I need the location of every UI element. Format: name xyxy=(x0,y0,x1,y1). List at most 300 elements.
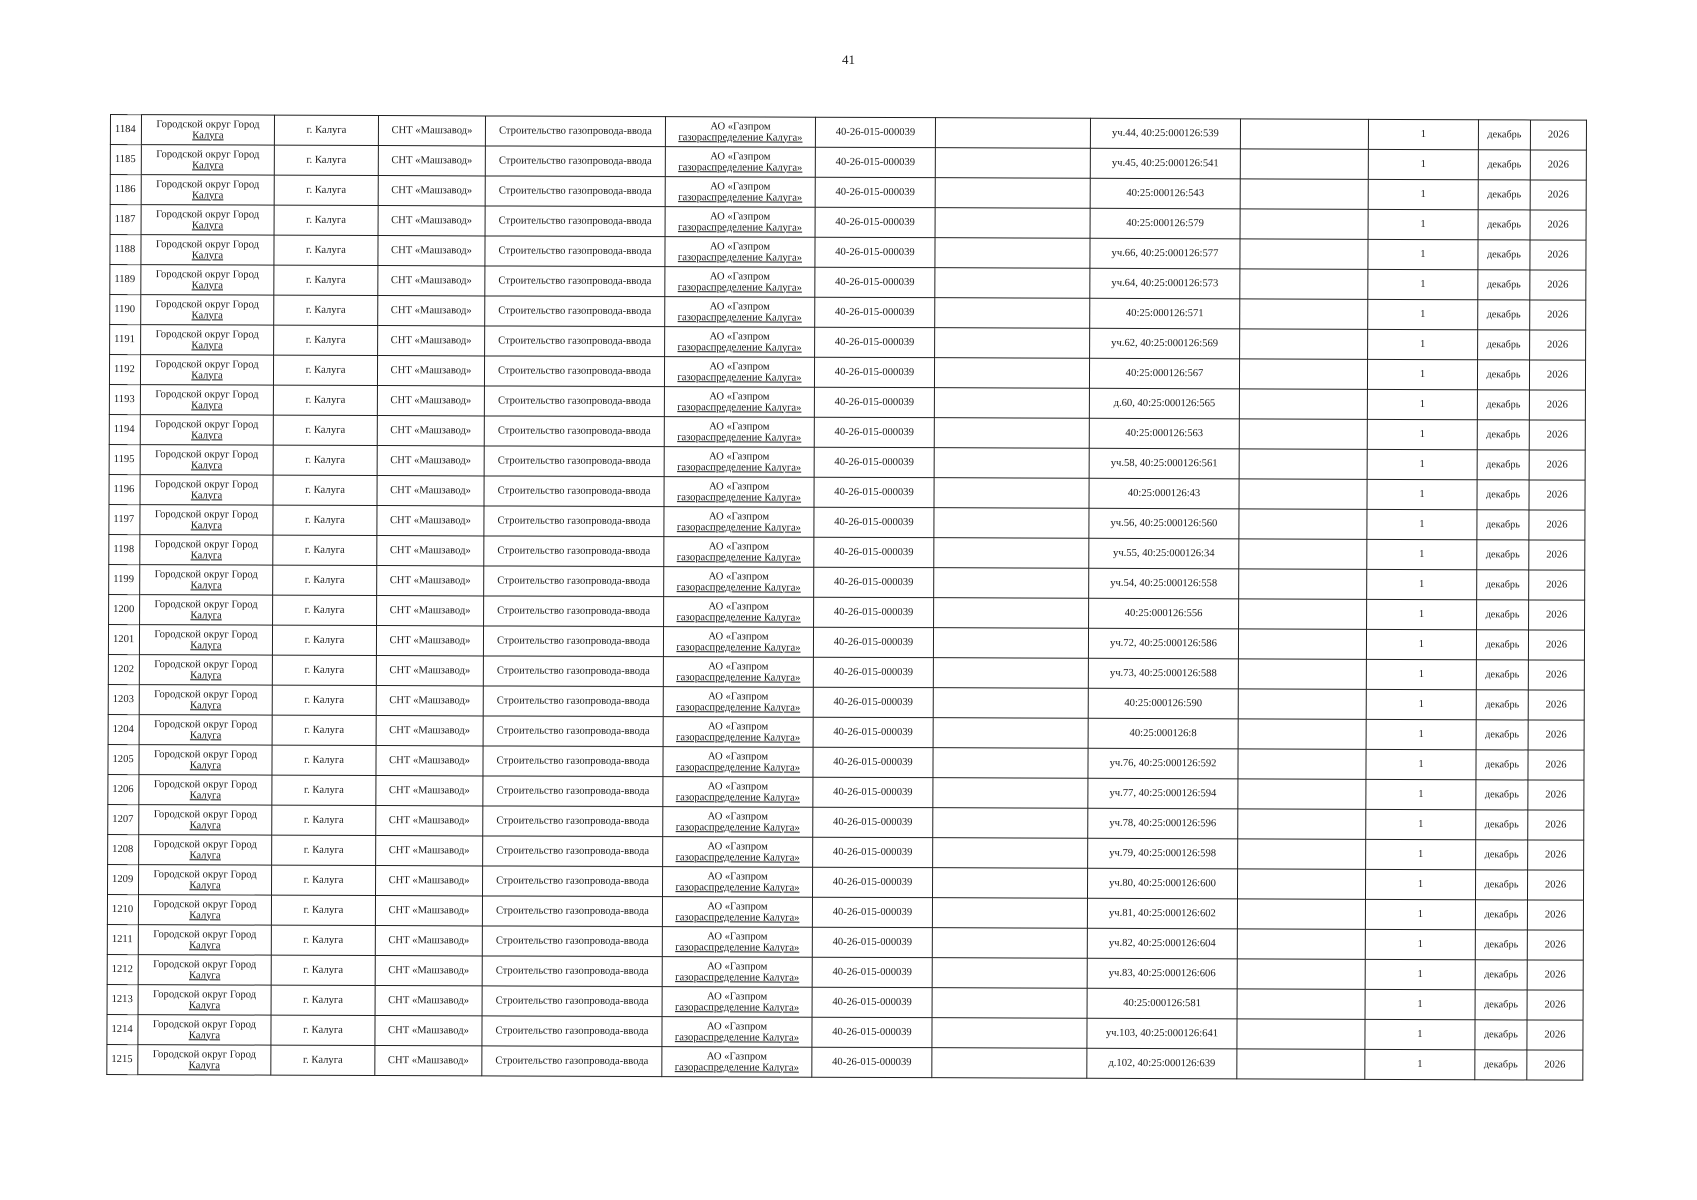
work-cell: Строительство газопровода-ввода xyxy=(482,896,662,927)
owner-line1: АО «Газпром xyxy=(708,510,770,523)
month-cell: декабрь xyxy=(1476,780,1528,810)
snt-cell: СНТ «Машзавод» xyxy=(375,926,482,956)
work-cell: Строительство газопровода-ввода xyxy=(482,926,662,957)
month-cell: декабрь xyxy=(1477,390,1529,420)
district-line1: Городской округ Город xyxy=(153,748,258,761)
quantity-cell: 1 xyxy=(1366,689,1476,719)
city-cell: г. Калуга xyxy=(271,1045,375,1075)
owner-line2: газораспределение Калуга» xyxy=(676,521,802,534)
owner-line2: газораспределение Калуга» xyxy=(675,851,800,864)
district-line2: Калуга xyxy=(189,729,222,741)
year-cell: 2026 xyxy=(1529,480,1585,510)
owner-line1: АО «Газпром xyxy=(710,120,771,133)
snt-cell: СНТ «Машзавод» xyxy=(376,866,483,896)
owner-line1: АО «Газпром xyxy=(709,210,771,223)
row-number: 1207 xyxy=(108,804,139,834)
month-cell: декабрь xyxy=(1475,1020,1527,1050)
district-cell xyxy=(138,1045,271,1076)
city-cell: г. Калуга xyxy=(272,625,376,655)
district-line2: Калуга xyxy=(188,1029,221,1041)
code-cell: 40-26-015-000039 xyxy=(815,117,935,147)
owner-cell xyxy=(664,357,814,388)
year-cell: 2026 xyxy=(1530,330,1586,360)
empty-cell xyxy=(1240,329,1368,359)
owner-cell xyxy=(662,1047,812,1078)
empty-cell xyxy=(934,388,1089,419)
year-cell: 2026 xyxy=(1527,1050,1583,1080)
owner-cell xyxy=(664,387,814,418)
work-cell: Строительство газопровода-ввода xyxy=(485,146,665,177)
code-cell: 40-26-015-000039 xyxy=(814,567,934,597)
month-cell: декабрь xyxy=(1478,240,1530,270)
empty-cell xyxy=(1237,899,1365,929)
empty-cell xyxy=(1240,119,1368,149)
row-number: 1210 xyxy=(107,894,138,924)
month-cell: декабрь xyxy=(1475,990,1527,1020)
month-cell: декабрь xyxy=(1476,630,1528,660)
empty-cell xyxy=(932,1048,1087,1079)
district-cell xyxy=(141,175,274,206)
snt-cell: СНТ «Машзавод» xyxy=(378,146,485,176)
district-line1: Городской округ Город xyxy=(154,718,258,731)
parcel-cell: уч.64, 40:25:000126:573 xyxy=(1090,268,1240,299)
district-cell xyxy=(140,505,273,536)
quantity-cell: 1 xyxy=(1367,539,1477,569)
owner-cell xyxy=(663,807,813,838)
owner-line1: АО «Газпром xyxy=(708,630,769,643)
empty-cell xyxy=(1238,689,1366,719)
empty-cell xyxy=(934,508,1089,539)
parcel-cell: уч.81, 40:25:000126:602 xyxy=(1087,898,1237,929)
empty-cell xyxy=(934,568,1089,599)
empty-cell xyxy=(935,268,1090,299)
owner-line1: АО «Газпром xyxy=(706,990,768,1003)
city-cell: г. Калуга xyxy=(272,835,376,865)
month-cell: декабрь xyxy=(1475,1050,1527,1080)
month-cell: декабрь xyxy=(1476,660,1528,690)
quantity-cell: 1 xyxy=(1365,1049,1475,1079)
work-cell: Строительство газопровода-ввода xyxy=(484,596,664,627)
row-number: 1199 xyxy=(109,564,140,594)
code-cell: 40-26-015-000039 xyxy=(814,447,934,477)
empty-cell xyxy=(935,328,1090,359)
district-cell xyxy=(141,325,274,356)
work-cell: Строительство газопровода-ввода xyxy=(483,686,663,717)
row-number: 1196 xyxy=(109,474,140,504)
district-line1: Городской округ Город xyxy=(153,868,257,881)
year-cell: 2026 xyxy=(1529,570,1585,600)
owner-cell xyxy=(665,267,815,298)
year-cell: 2026 xyxy=(1530,240,1586,270)
row-number: 1201 xyxy=(108,624,139,654)
parcel-cell: 40:25:000126:43 xyxy=(1089,478,1239,509)
month-cell: декабрь xyxy=(1478,120,1530,150)
district-cell xyxy=(138,925,271,956)
city-cell: г. Калуга xyxy=(273,355,377,385)
district-line1: Городской округ Город xyxy=(155,358,259,371)
empty-cell xyxy=(934,418,1089,449)
parcel-cell: 40:25:000126:556 xyxy=(1089,598,1239,629)
work-cell: Строительство газопровода-ввода xyxy=(484,356,664,387)
owner-line2: газораспределение Калуга» xyxy=(678,131,803,144)
snt-cell: СНТ «Машзавод» xyxy=(378,236,485,266)
empty-cell xyxy=(1240,209,1368,239)
empty-cell xyxy=(932,868,1087,899)
district-line1: Городской округ Город xyxy=(153,778,258,791)
code-cell: 40-26-015-000039 xyxy=(813,657,933,687)
empty-cell xyxy=(934,538,1089,569)
empty-cell xyxy=(935,208,1090,239)
owner-cell xyxy=(665,297,815,328)
owner-line2: газораспределение Калуга» xyxy=(676,611,801,624)
empty-cell xyxy=(1238,659,1366,689)
owner-line2: газораспределение Калуга» xyxy=(676,731,801,744)
year-cell: 2026 xyxy=(1529,600,1585,630)
owner-cell xyxy=(662,897,812,928)
city-cell: г. Калуга xyxy=(273,445,377,475)
code-cell: 40-26-015-000039 xyxy=(812,987,932,1017)
owner-line2: газораспределение Калуга» xyxy=(674,1061,799,1074)
month-cell: декабрь xyxy=(1476,840,1528,870)
parcel-cell: уч.44, 40:25:000126:539 xyxy=(1090,118,1240,149)
parcel-cell: 40:25:000126:563 xyxy=(1089,418,1239,449)
owner-line1: АО «Газпром xyxy=(706,1020,768,1033)
owner-cell xyxy=(665,237,815,268)
parcel-cell: уч.66, 40:25:000126:577 xyxy=(1090,238,1240,269)
district-line1: Городской округ Город xyxy=(154,688,258,701)
owner-line1: АО «Газпром xyxy=(709,360,770,373)
city-cell: г. Калуга xyxy=(274,295,378,325)
month-cell: декабрь xyxy=(1478,300,1530,330)
month-cell: декабрь xyxy=(1477,420,1529,450)
snt-cell: СНТ «Машзавод» xyxy=(376,776,483,806)
code-cell: 40-26-015-000039 xyxy=(813,837,933,867)
empty-cell xyxy=(1239,599,1367,629)
month-cell: декабрь xyxy=(1475,870,1527,900)
month-cell: декабрь xyxy=(1478,150,1530,180)
parcel-cell: уч.76, 40:25:000126:592 xyxy=(1088,748,1238,779)
year-cell: 2026 xyxy=(1529,360,1585,390)
district-line2: Калуга xyxy=(191,339,223,351)
district-line2: Калуга xyxy=(191,189,224,201)
parcel-cell: уч.79, 40:25:000126:598 xyxy=(1088,838,1238,869)
work-cell: Строительство газопровода-ввода xyxy=(485,326,665,357)
owner-line2: газораспределение Калуга» xyxy=(674,1031,800,1044)
work-cell: Строительство газопровода-ввода xyxy=(483,776,663,807)
document-table-wrapper xyxy=(106,114,1587,1081)
quantity-cell: 1 xyxy=(1365,899,1475,929)
owner-line2: газораспределение Калуга» xyxy=(678,161,803,174)
work-cell: Строительство газопровода-ввода xyxy=(482,1016,662,1047)
quantity-cell: 1 xyxy=(1367,509,1477,539)
month-cell: декабрь xyxy=(1476,720,1528,750)
parcel-cell: уч.77, 40:25:000126:594 xyxy=(1088,778,1238,809)
month-cell: декабрь xyxy=(1477,600,1529,630)
year-cell: 2026 xyxy=(1528,690,1584,720)
district-line2: Калуга xyxy=(192,129,224,141)
district-line2: Калуга xyxy=(189,909,221,921)
row-number: 1189 xyxy=(110,265,141,295)
code-cell: 40-26-015-000039 xyxy=(812,957,932,987)
code-cell: 40-26-015-000039 xyxy=(813,717,933,747)
quantity-cell: 1 xyxy=(1366,749,1476,779)
row-number: 1215 xyxy=(107,1044,138,1074)
owner-line1: АО «Газпром xyxy=(710,150,771,163)
work-cell: Строительство газопровода-ввода xyxy=(483,746,663,777)
empty-cell xyxy=(933,658,1088,689)
quantity-cell: 1 xyxy=(1368,299,1478,329)
parcel-cell: уч.55, 40:25:000126:34 xyxy=(1089,538,1239,569)
owner-cell xyxy=(663,777,813,808)
district-line2: Калуга xyxy=(190,579,222,591)
month-cell: декабрь xyxy=(1475,930,1527,960)
code-cell: 40-26-015-000039 xyxy=(813,747,933,777)
empty-cell xyxy=(935,238,1090,269)
owner-line2: газораспределение Калуга» xyxy=(675,911,800,924)
district-cell xyxy=(141,295,274,326)
work-cell: Строительство газопровода-ввода xyxy=(483,866,663,897)
district-line1: Городской округ Город xyxy=(155,238,260,251)
work-cell: Строительство газопровода-ввода xyxy=(484,416,664,447)
snt-cell: СНТ «Машзавод» xyxy=(378,296,485,326)
district-line1: Городской округ Город xyxy=(154,658,258,671)
row-number: 1187 xyxy=(110,205,141,235)
district-line1: Городской округ Город xyxy=(154,628,258,641)
code-cell: 40-26-015-000039 xyxy=(815,147,935,177)
owner-cell xyxy=(663,657,813,688)
parcel-cell: 40:25:000126:581 xyxy=(1087,988,1237,1019)
parcel-cell: уч.58, 40:25:000126:561 xyxy=(1089,448,1239,479)
code-cell: 40-26-015-000039 xyxy=(814,507,934,537)
district-cell xyxy=(139,745,272,776)
city-cell: г. Калуга xyxy=(274,325,378,355)
snt-cell: СНТ «Машзавод» xyxy=(376,626,483,656)
snt-cell: СНТ «Машзавод» xyxy=(378,206,485,236)
row-number: 1186 xyxy=(110,175,141,205)
code-cell: 40-26-015-000039 xyxy=(813,687,933,717)
row-number: 1192 xyxy=(109,355,140,385)
month-cell: декабрь xyxy=(1477,510,1529,540)
district-cell xyxy=(138,895,271,926)
empty-cell xyxy=(1238,629,1366,659)
district-line2: Калуга xyxy=(190,549,222,561)
empty-cell xyxy=(1240,149,1368,179)
owner-line2: газораспределение Калуга» xyxy=(677,401,802,414)
owner-line2: газораспределение Калуга» xyxy=(677,341,802,354)
year-cell: 2026 xyxy=(1530,270,1586,300)
empty-cell xyxy=(1238,719,1366,749)
empty-cell xyxy=(1239,449,1367,479)
work-cell: Строительство газопровода-ввода xyxy=(484,566,664,597)
snt-cell: СНТ «Машзавод» xyxy=(377,596,484,626)
work-cell: Строительство газопровода-ввода xyxy=(484,446,664,477)
quantity-cell: 1 xyxy=(1366,809,1476,839)
district-line1: Городской округ Город xyxy=(153,958,257,971)
quantity-cell: 1 xyxy=(1368,269,1478,299)
code-cell: 40-26-015-000039 xyxy=(812,1017,932,1047)
empty-cell xyxy=(1237,1049,1365,1079)
owner-cell xyxy=(664,567,814,598)
work-cell: Строительство газопровода-ввода xyxy=(484,476,664,507)
code-cell: 40-26-015-000039 xyxy=(815,177,935,207)
month-cell: декабрь xyxy=(1478,180,1530,210)
owner-line1: АО «Газпром xyxy=(707,960,768,973)
year-cell: 2026 xyxy=(1530,210,1586,240)
year-cell: 2026 xyxy=(1530,150,1586,180)
row-number: 1202 xyxy=(108,654,139,684)
district-cell xyxy=(140,355,273,386)
district-cell xyxy=(138,1015,271,1046)
quantity-cell: 1 xyxy=(1365,959,1475,989)
parcel-cell: 40:25:000126:590 xyxy=(1088,688,1238,719)
district-line1: Городской округ Город xyxy=(152,1048,256,1061)
city-cell: г. Калуга xyxy=(271,925,375,955)
district-line1: Городской округ Город xyxy=(155,298,259,311)
parcel-cell: уч.62, 40:25:000126:569 xyxy=(1090,328,1240,359)
owner-cell xyxy=(662,1017,812,1048)
empty-cell xyxy=(1237,959,1365,989)
owner-line2: газораспределение Калуга» xyxy=(677,461,802,474)
district-line1: Городской округ Город xyxy=(155,328,259,341)
empty-cell xyxy=(933,748,1088,779)
parcel-cell: уч.73, 40:25:000126:588 xyxy=(1088,658,1238,689)
city-cell: г. Калуга xyxy=(273,505,377,535)
district-line2: Калуга xyxy=(190,669,222,681)
snt-cell: СНТ «Машзавод» xyxy=(375,1046,482,1076)
parcel-cell: уч.82, 40:25:000126:604 xyxy=(1087,928,1237,959)
district-line1: Городской округ Город xyxy=(155,388,259,401)
empty-cell xyxy=(935,118,1090,149)
district-line2: Калуга xyxy=(191,399,223,411)
empty-cell xyxy=(1240,239,1368,269)
city-cell: г. Калуга xyxy=(272,655,376,685)
month-cell: декабрь xyxy=(1478,270,1530,300)
owner-line1: АО «Газпром xyxy=(707,870,768,883)
district-line1: Городской округ Город xyxy=(152,1018,257,1031)
district-cell xyxy=(140,535,273,566)
quantity-cell: 1 xyxy=(1365,1019,1475,1049)
quantity-cell: 1 xyxy=(1366,659,1476,689)
year-cell: 2026 xyxy=(1529,540,1585,570)
empty-cell xyxy=(933,838,1088,869)
owner-line1: АО «Газпром xyxy=(708,660,769,673)
owner-line2: газораспределение Калуга» xyxy=(678,191,803,204)
empty-cell xyxy=(932,928,1087,959)
owner-line1: АО «Газпром xyxy=(707,810,768,823)
works-table xyxy=(106,114,1587,1081)
code-cell: 40-26-015-000039 xyxy=(813,807,933,837)
year-cell: 2026 xyxy=(1529,390,1585,420)
code-cell: 40-26-015-000039 xyxy=(812,867,932,897)
district-line2: Калуга xyxy=(189,759,222,771)
empty-cell xyxy=(1239,569,1367,599)
empty-cell xyxy=(935,298,1090,329)
parcel-cell: 40:25:000126:8 xyxy=(1088,718,1238,749)
district-line1: Городской округ Город xyxy=(155,268,259,281)
owner-cell xyxy=(663,687,813,718)
owner-cell xyxy=(664,537,814,568)
district-cell xyxy=(141,265,274,296)
table-row xyxy=(107,1044,1583,1080)
year-cell: 2026 xyxy=(1528,630,1584,660)
owner-line2: газораспределение Калуга» xyxy=(677,311,802,324)
district-cell xyxy=(139,865,272,896)
empty-cell xyxy=(1240,269,1368,299)
owner-line2: газораспределение Калуга» xyxy=(675,761,801,774)
month-cell: декабрь xyxy=(1475,960,1527,990)
owner-line2: газораспределение Калуга» xyxy=(676,491,802,504)
district-line1: Городской округ Город xyxy=(156,178,260,191)
page-number: 41 xyxy=(842,52,855,67)
owner-line1: АО «Газпром xyxy=(707,930,768,943)
quantity-cell: 1 xyxy=(1367,569,1477,599)
city-cell: г. Калуга xyxy=(274,175,378,205)
work-cell: Строительство газопровода-ввода xyxy=(482,986,662,1017)
owner-line2: газораспределение Калуга» xyxy=(677,281,802,294)
district-line2: Калуга xyxy=(191,429,223,441)
work-cell: Строительство газопровода-ввода xyxy=(484,536,664,567)
district-line1: Городской округ Город xyxy=(154,478,259,491)
owner-cell xyxy=(664,417,814,448)
owner-line2: газораспределение Калуга» xyxy=(675,821,800,834)
district-line2: Калуга xyxy=(188,999,221,1011)
district-line1: Городской округ Город xyxy=(154,508,259,521)
code-cell: 40-26-015-000039 xyxy=(815,267,935,297)
owner-cell xyxy=(662,867,812,898)
parcel-cell: 40:25:000126:571 xyxy=(1090,298,1240,329)
quantity-cell: 1 xyxy=(1366,629,1476,659)
snt-cell: СНТ «Машзавод» xyxy=(375,896,482,926)
parcel-cell: 40:25:000126:567 xyxy=(1089,358,1239,389)
empty-cell xyxy=(933,718,1088,749)
quantity-cell: 1 xyxy=(1367,419,1477,449)
owner-line1: АО «Газпром xyxy=(710,180,771,193)
quantity-cell: 1 xyxy=(1367,389,1477,419)
district-cell xyxy=(140,595,273,626)
city-cell: г. Калуга xyxy=(272,715,376,745)
empty-cell xyxy=(1240,179,1368,209)
district-line1: Городской округ Город xyxy=(155,418,259,431)
district-line2: Калуга xyxy=(190,699,222,711)
month-cell: декабрь xyxy=(1475,900,1527,930)
month-cell: декабрь xyxy=(1477,450,1529,480)
snt-cell: СНТ «Машзавод» xyxy=(375,986,482,1016)
city-cell: г. Калуга xyxy=(274,145,378,175)
owner-line2: газораспределение Калуга» xyxy=(676,551,801,564)
district-cell xyxy=(140,415,273,446)
snt-cell: СНТ «Машзавод» xyxy=(378,326,485,356)
district-line1: Городской округ Город xyxy=(153,808,257,821)
owner-line1: АО «Газпром xyxy=(707,750,769,763)
month-cell: декабрь xyxy=(1477,540,1529,570)
owner-line2: газораспределение Калуга» xyxy=(676,671,801,684)
owner-cell xyxy=(665,147,815,178)
owner-line2: газораспределение Калуга» xyxy=(675,881,800,894)
city-cell: г. Калуга xyxy=(274,115,378,145)
year-cell: 2026 xyxy=(1528,780,1584,810)
owner-line1: АО «Газпром xyxy=(709,450,770,463)
district-line1: Городской округ Город xyxy=(154,538,258,551)
code-cell: 40-26-015-000039 xyxy=(814,537,934,567)
district-line2: Калуга xyxy=(189,849,221,861)
district-cell xyxy=(140,475,273,506)
row-number: 1208 xyxy=(108,834,139,864)
district-line1: Городской округ Город xyxy=(153,928,257,941)
owner-cell xyxy=(665,117,815,148)
owner-line2: газораспределение Калуга» xyxy=(674,1001,800,1014)
snt-cell: СНТ «Машзавод» xyxy=(377,476,484,506)
district-line1: Городской округ Город xyxy=(156,148,260,161)
